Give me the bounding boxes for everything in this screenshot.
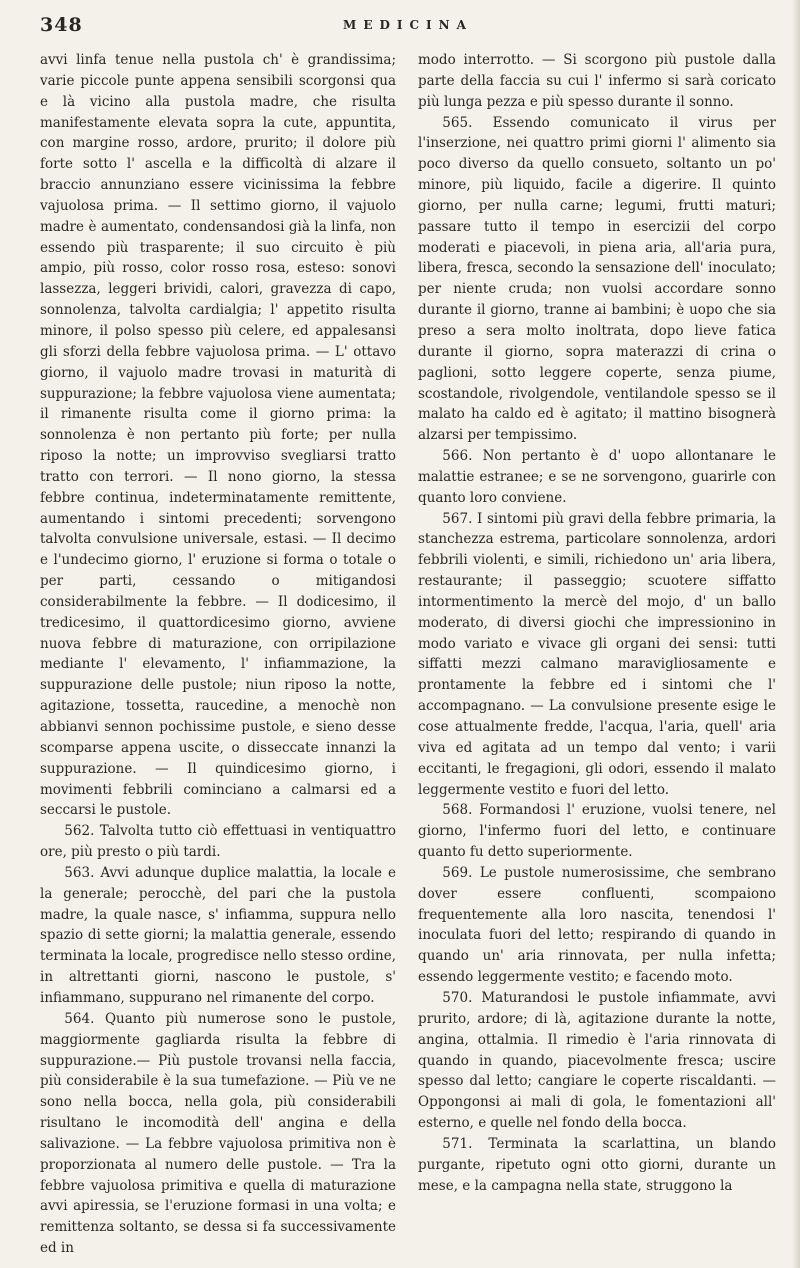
page-edge-shadow [792,0,800,1268]
paragraph-568: 568. Formandosi l' eruzione, vuolsi tenere, nel giorno, l'infermo fuori del letto, e continuare quanto fu detto superiormente. [418,802,776,861]
paragraph-566: 566. Non pertanto è d' uopo allontanare le malattie estranee; e se ne sorvengono, guarirle con quanto loro conviene. [418,448,776,506]
paragraph-562: 562. Talvolta tutto ciò effettuasi in ventiquattro ore, più presto o più tardi. [40,823,396,861]
paragraph-561-continued: avvi linfa tenue nella pustola ch' è grandissima; varie piccole punte appena sensibili scorgonsi qua e là vicino alla pustola madre, che risulta manifestamente elevata sopra la cute, appuntita, con margine rosso, ardore, prurito; il dolore più forte sotto l' ascella e la difficoltà di alzare il braccio annunziano essere vicinissima la febbre vajuolosa prima. — Il settimo giorno, il vajuolo madre è aumentato, condensandosi già la linfa, non essendo più trasparente; il suo circuito è più ampio, più rosso, color rosso rosa, esteso: sonovi lassezza, leggeri brividi, calori, gravezza di capo, sonnolenza, talvolta cardialgia; l' appetito risulta minore, il polso spesso più celere, ed appalesansi gli sforzi della febbre vajuolosa prima. — L' ottavo giorno, il vajuolo madre trovasi in maturità di suppurazione; la febbre vajuolosa viene aumentata; il rimanente risulta come il giorno prima: la sonnolenza è non pertanto più forte; per nulla riposo la notte; un improvviso svegliarsi tratto tratto con terrori. — Il nono giorno, la stessa febbre continua, indeterminatamente remittente, aumentando i sintomi precedenti; sorvengono talvolta convulsione universale, estasi. — Il decimo e l'undecimo giorno, l' eruzione si forma o totale o per parti, cessando o mitigandosi considerabilmente la febbre. — Il dodicesimo, il tredicesimo, il quattordicesimo giorno, avviene nuova febbre di maturazione, con orripilazione mediante l' elevamento, l' infiammazione, la suppurazione delle pustole; niun riposo la notte, agitazione, tossetta, raucedine, a menochè non abbianvi sennon pochissime pustole, e sieno desse scomparse appena uscite, o disseccate innanzi la suppurazione. — Il quindicesimo giorno, i movimenti febbrili cominciano a calmarsi ed a seccarsi le pustole. [40,52,396,819]
page-number: 348 [40,14,83,36]
page-header [40,14,776,44]
paragraph-564-continued: modo interrotto. — Si scorgono più pustole dalla parte della faccia su cui l' infermo si sarà coricato più lunga pezza e più spesso durante il sonno. [418,52,776,110]
paragraph-569: 569. Le pustole numerosissime, che sembrano dover essere confluenti, scompaiono frequentemente alla loro nascita, tenendosi l' inoculata fuori del letto; respirando di quando in quando un' aria rinnovata, per nulla infetta; essendo leggermente vestito; e facendo moto. [418,864,776,986]
paragraph-570: 570. Maturandosi le pustole infiammate, avvi prurito, ardore; di là, agitazione durante la notte, angina, ottalmia. Il rimedio è l'aria rinnovata di quando in quando, piacevolmente fresca; uscire spesso dal letto; cangiare le coperte riscaldanti. — Oppongonsi ai mali di gola, le fomentazioni all' esterno, e quelle nel fondo della bocca. [418,989,776,1132]
paragraph-565: 565. Essendo comunicato il virus per l'inserzione, nei quattro primi giorni l' alimento sia poco diverso da quello consueto, soltanto un po' minore, più liquido, facile a digerire. Il quinto giorno, per nulla carne; legumi, frutti maturi; passare tutto il tempo in esercizii del corpo moderati e piacevoli, in piena aria, all'aria pura, libera, fresca, secondo la sensazione dell' inoculato; per niente cruda; non vuolsi accordare sonno durante il giorno, tranne ai bambini; è uopo che sia preso a sera molto inoltrata, dopo lieve fatica durante il giorno, sopra materazzi di crina o paglioni, sotto leggere coperte, senza piume, scostandole, rivolgendole, ventilandole spesso se il malato ha caldo ed è agitato; il mattino bisognerà alzarsi per tempissimo. [418,114,776,444]
paragraph-571: 571. Terminata la scarlattina, un blando purgante, ripetuto ogni otto giorni, durante un mese, e la campagna nella state, struggono la [418,1135,776,1194]
left-column [40,50,396,1259]
paragraph-567: 567. I sintomi più gravi della febbre primaria, la stanchezza estrema, particolare sonnolenza, ardori febbrili violenti, e simili, richiedono un' aria libera, restaurante; il passeggio; scuotere siffatto intormentimento la mercè del mojo, d' un ballo moderato, di diversi giochi che impressionino in modo variato e vivace gli organi dei sensi: tutti siffatti mezzi calmano maravigliosamente e prontamente la febbre ed i sintomi che l' accompagnano. — La convulsione presente esige le cose attualmente fredde, l'acqua, l'aria, quell' aria viva ed agitata ad un tempo dal vento; i varii eccitanti, le fregagioni, gli odori, essendo il malato leggermente vestito e fuori del letto. [418,510,776,798]
right-column [418,50,776,1196]
running-title: MEDICINA [343,18,473,32]
paragraph-563: 563. Avvi adunque duplice malattia, la locale e la generale; perocchè, del pari che la pustola madre, la quale nasce, s' infiamma, suppura nello spazio di sette giorni; la malattia generale, essendo terminata la locale, progredisce nello stesso ordine, in altrettanti giorni, nascono le pustole, s' infiammano, suppurano nel rimanente del corpo. [40,864,397,1006]
paragraph-564: 564. Quanto più numerose sono le pustole, maggiormente gagliarda risulta la febbre di suppurazione.— Più pustole trovansi nella faccia, più considerabile è la sua tumefazione. — Più ve ne sono nella bocca, nella gola, più considerabili risultano le incomodità dell' angina e della salivazione. — La febbre vajuolosa primitiva non è proporzionata al numero delle pustole. — Tra la febbre vajuolosa primitiva e quella di maturazione avvi apiressia, se l'eruzione formasi in una volta; e remittenza soltanto, se dessa si fa successivamente ed in [40,1010,396,1257]
